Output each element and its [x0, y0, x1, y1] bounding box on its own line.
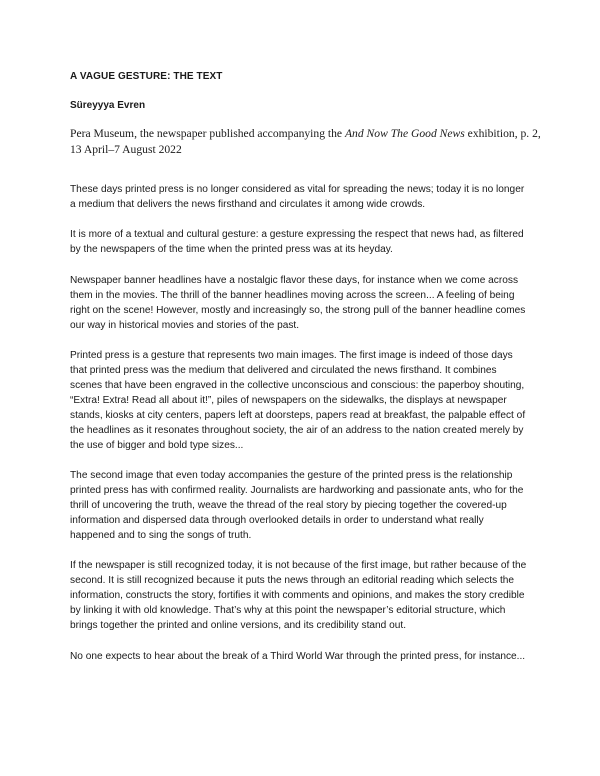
document-title: A VAGUE GESTURE: THE TEXT	[70, 71, 223, 82]
article-body	[70, 182, 530, 679]
paragraph: If the newspaper is still recognized today, it is not because of the first image, but rather because of the second. It is still recognized because it puts the news through an editorial reading which selects the information, constructs the story, fortifies it with comments and opinions, and makes the story credible by linking it with old knowledge. That’s why at this point the newspaper’s editorial structure, which brings together the printed and online versions, and its credibility stand out.	[70, 560, 527, 632]
paragraph: These days printed press is no longer considered as vital for spreading the news; today it is no longer a medium that delivers the news firsthand and circulates it among wide crowds.	[70, 184, 525, 210]
source-prefix: Pera Museum, the newspaper published accompanying the	[70, 127, 345, 140]
source-suffix: exhibition, p. 2, 13 April–7 August 2022	[70, 127, 541, 156]
source-citation	[70, 126, 550, 158]
author-name: Süreyyya Evren	[70, 100, 146, 111]
paragraph: The second image that even today accompanies the gesture of the printed press is the relationship printed press has with confirmed reality. Journalists are hardworking and passionate ants, who for the thrill of uncovering the truth, weave the thread of the real story by piecing together the covered-up information and dispersed data through overlooked details in order to understand what really happened and to sing the songs of truth.	[70, 470, 524, 542]
paragraph: It is more of a textual and cultural gesture: a gesture expressing the respect that news had, as filtered by the newspapers of the time when the printed press was at its heyday.	[70, 229, 524, 256]
paragraph: Printed press is a gesture that represents two main images. The first image is indeed of those days that printed press was the medium that delivered and circulated the news firsthand. It combines scenes that have been engraved in the collective unconscious and conscious: the paperboy shouting, “Extra! Extra! Read all about it!”, piles of newspapers on the sidewalks, the displays at newspaper stands, kiosks at city centers, papers left at doorsteps, papers read at breakfast, the palpable effect of the headlines as it resonates throughout society, the air of an address to the nation created merely by the use of bigger and bold type sizes...	[70, 349, 526, 451]
exhibition-title: And Now The Good News	[344, 127, 465, 140]
paragraph: No one expects to hear about the break of a Third World War through the printed press, for instance...	[70, 650, 526, 662]
paragraph: Newspaper banner headlines have a nostalgic flavor these days, for instance when we come across them in the movies. The thrill of the banner headlines moving across the screen... A feeling of being right on the scene! However, mostly and increasingly so, the strong pull of the banner headline comes our way in historical movies and stories of the past.	[70, 274, 526, 331]
